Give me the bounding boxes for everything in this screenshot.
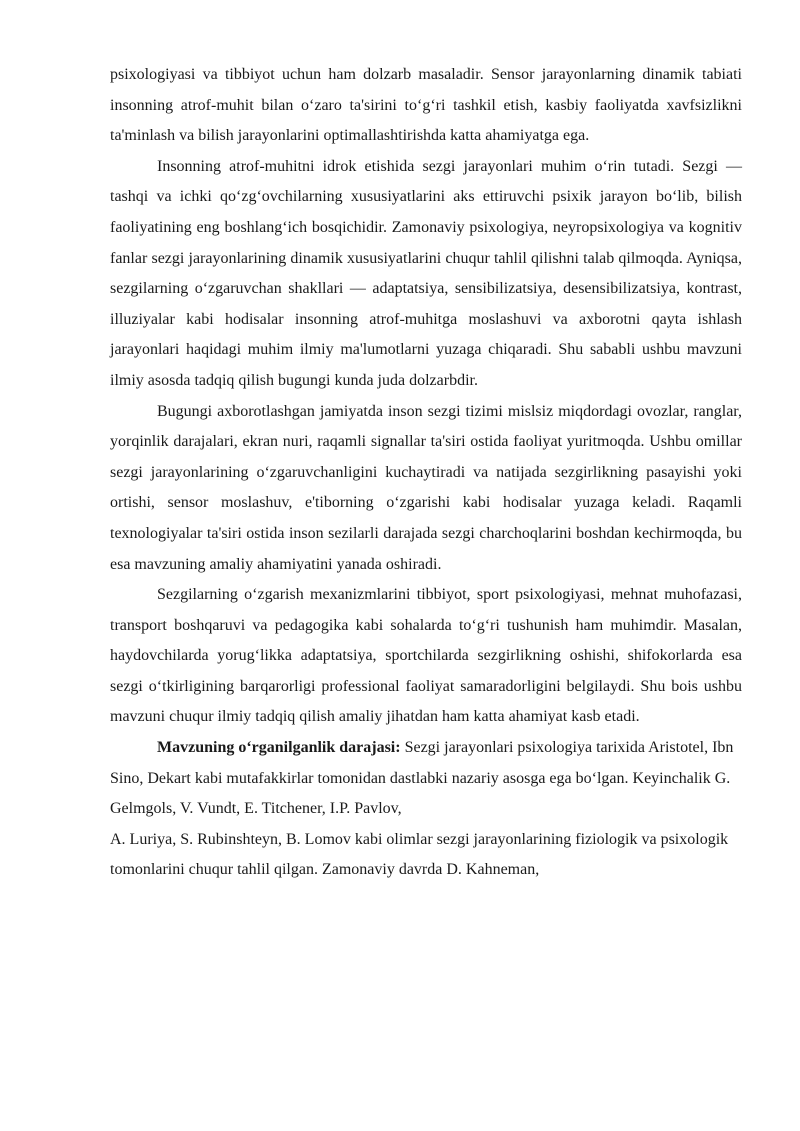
paragraph-information-society: Bugungi axborotlashgan jamiyatda inson sezgi tizimi mislsiz miqdordagi ovozlar, ranglar, yorqinlik darajalari, ekran nuri, raqamli signallar ta'siri ostida faoliyat yuritmoqda. Ushbu omillar sezgi jarayonlarining o‘zgaruvchanligini kuchaytiradi va natijada sezgirlikning pasayishi yoki ortishi, sensor moslashuv, e'tiborning o‘zgarishi kabi hodisalar yuzaga keladi. Raqamli texnologiyalar ta'siri ostida inson sezilarli darajada sezgi charchoqlarini boshdan kechirmoqda, bu esa mavzuning amaliy ahamiyatini yanada oshiradi. [110,402,742,573]
document-page [110,60,742,886]
paragraph-study-level [110,733,742,825]
study-level-text: Sezgi jarayonlari psixologiya tarixida Aristotel, Ibn Sino, Dekart kabi mutafakkirlar tomonidan dastlabki nazariy asosga ega bo‘lgan. Keyinchalik G. Gelmgols, V. Vundt, E. Titchener, I.P. Pavlov, [110,739,734,818]
paragraph-scientists: A. Luriya, S. Rubinshteyn, B. Lomov kabi olimlar sezgi jarayonlarining fiziologik va psixologik tomonlarini chuqur tahlil qilgan. Zamonaviy davrda D. Kahneman, [110,830,729,879]
paragraph-perception: Insonning atrof-muhitni idrok etishida sezgi jarayonlari muhim o‘rin tutadi. Sezgi — tashqi va ichki qo‘zg‘ovchilarning xususiyatlarini aks ettiruvchi psixik jarayon bo‘lib, bilish faoliyatining eng boshlang‘ich bosqichidir. Zamonaviy psixologiya, neyropsixologiya va kognitiv fanlar sezgi jarayonlarining dinamik xususiyatlarini chuqur tahlil qilishni talab qilmoqda. Ayniqsa, sezgilarning o‘zgaruvchan shakllari — adaptatsiya, sensibilizatsiya, desensibilizatsiya, kontrast, illuziyalar kabi hodisalar insonning atrof-muhitga moslashuvi va axborotni qayta ishlash jarayonlari haqidagi muhim ilmiy ma'lumotlarni yuzaga chiqaradi. Shu sababli ushbu mavzuni ilmiy asosda tadqiq qilish bugungi kunda juda dolzarbdir. [110,157,742,389]
paragraph-applications: Sezgilarning o‘zgarish mexanizmlarini tibbiyot, sport psixologiyasi, mehnat muhofazasi, transport boshqaruvi va pedagogika kabi sohalarda to‘g‘ri tushunish ham muhimdir. Masalan, haydovchilarda yorug‘likka adaptatsiya, sportchilarda sezgirlikning oshishi, shifokorlarda esa sezgi o‘tkirligining barqarorligi professional faoliyat samaradorligini belgilaydi. Shu bois ushbu mavzuni chuqur ilmiy tadqiq qilish amaliy jihatdan ham katta ahamiyat kasb etadi. [110,586,742,726]
paragraph-intro-continuation: psixologiyasi va tibbiyot uchun ham dolzarb masaladir. Sensor jarayonlarning dinamik tabiati insonning atrof-muhit bilan o‘zaro ta'sirini to‘g‘ri tashkil etish, kasbiy faoliyatda xavfsizlikni ta'minlash va bilish jarayonlarini optimallashtirishda katta ahamiyatga ega. [110,66,742,145]
study-level-heading: Mavzuning o‘rganilganlik darajasi: [157,739,401,757]
